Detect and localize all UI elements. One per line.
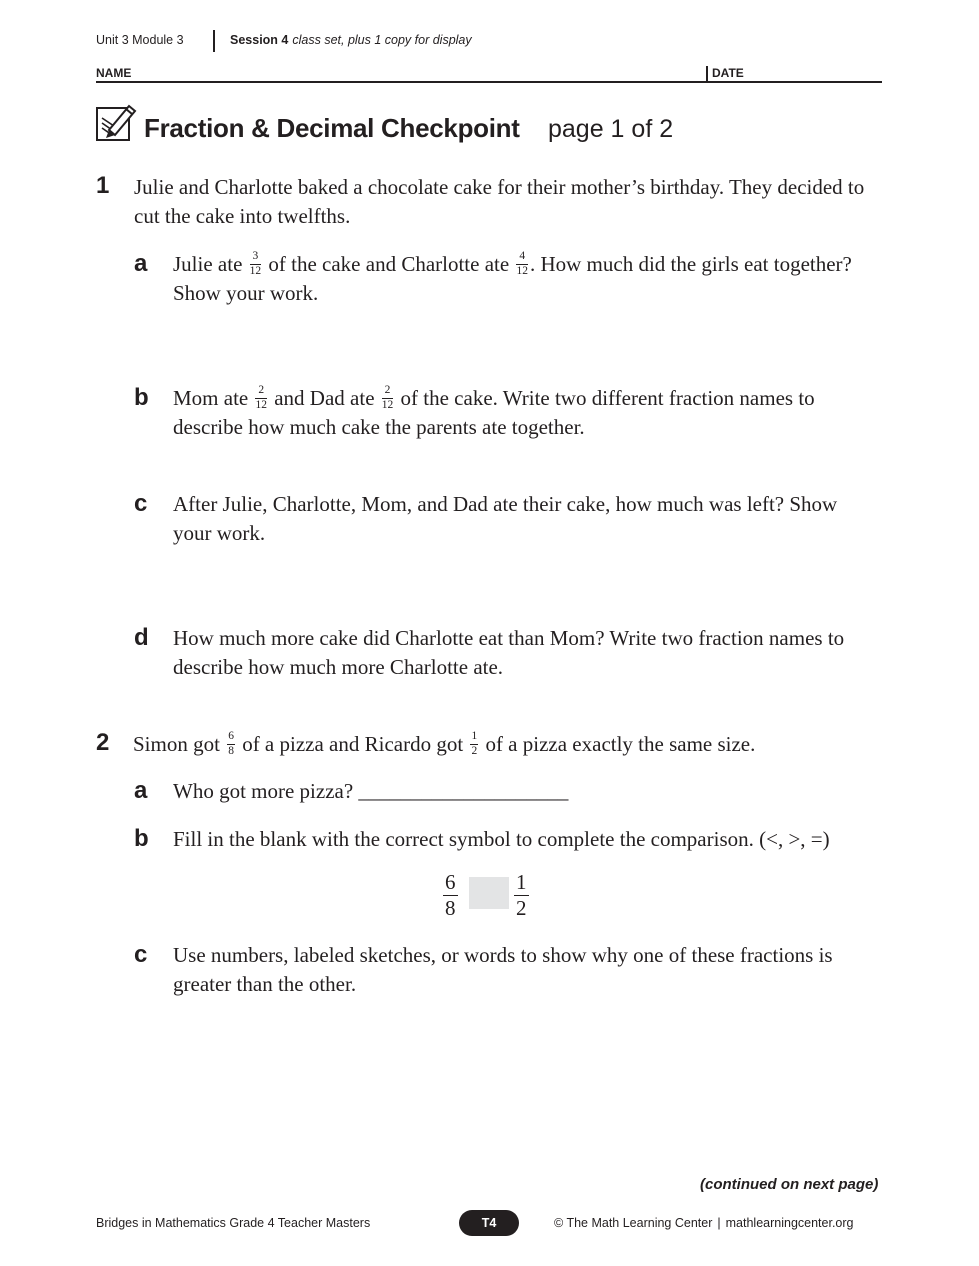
numerator: 1 bbox=[516, 870, 527, 894]
name-date-line bbox=[96, 81, 882, 83]
comparison-left-fraction bbox=[443, 872, 458, 919]
fraction-6-8 bbox=[227, 731, 235, 757]
question-1b-letter: b bbox=[134, 384, 149, 411]
unit-module-label: Unit 3 Module 3 bbox=[96, 33, 184, 47]
numerator: 6 bbox=[445, 870, 456, 894]
question-1b-text bbox=[173, 384, 873, 442]
numerator: 1 bbox=[470, 731, 478, 745]
question-2a-text: Who got more pizza? ____________________ bbox=[173, 779, 569, 803]
question-2a-letter: a bbox=[134, 777, 148, 804]
question-1c-text: After Julie, Charlotte, Mom, and Dad ate their cake, how much was left? Show your work. bbox=[173, 492, 838, 545]
comparison-symbol-blank[interactable] bbox=[469, 877, 509, 909]
numerator: 2 bbox=[382, 385, 394, 399]
header-divider bbox=[213, 30, 215, 52]
q2-text-3: of a pizza exactly the same size. bbox=[485, 732, 756, 756]
fraction-2-12-dad bbox=[382, 385, 394, 411]
q1a-text-3: . How much did the girls eat together? Show your work. bbox=[173, 252, 852, 306]
question-1d-text: How much more cake did Charlotte eat than Mom? Write two fraction names to describe how much more Charlotte ate. bbox=[173, 626, 845, 679]
question-2-stem bbox=[133, 730, 893, 759]
question-2c-text: Use numbers, labeled sketches, or words to show why one of these fractions is greater than the other. bbox=[173, 943, 833, 996]
denominator: 2 bbox=[471, 744, 478, 757]
denominator: 12 bbox=[381, 398, 394, 411]
question-2b-letter: b bbox=[134, 825, 149, 852]
fraction-2-12-mom bbox=[255, 385, 267, 411]
question-2b-text: Fill in the blank with the correct symbol to complete the comparison. (<, >, =) bbox=[173, 827, 830, 851]
q1b-text-2: and Dad ate bbox=[274, 386, 375, 410]
fraction-1-2 bbox=[470, 731, 478, 757]
session-note: class set, plus 1 copy for display bbox=[292, 33, 472, 47]
q1a-text-2: of the cake and Charlotte ate bbox=[268, 252, 510, 276]
denominator: 12 bbox=[249, 264, 262, 277]
continued-note: (continued on next page) bbox=[700, 1176, 879, 1193]
numerator: 3 bbox=[250, 251, 262, 265]
session-info bbox=[230, 33, 472, 47]
footer-copyright bbox=[554, 1216, 853, 1230]
date-label: DATE bbox=[712, 66, 744, 80]
q1b-text-3: of the cake. Write two different fraction names to describe how much cake the parents ate together. bbox=[173, 386, 815, 440]
question-1a-letter: a bbox=[134, 250, 148, 277]
q1a-text-1: Julie ate bbox=[173, 252, 243, 276]
question-2c-letter: c bbox=[134, 941, 148, 968]
comparison-right-fraction bbox=[514, 872, 529, 919]
footer-separator: | bbox=[717, 1216, 721, 1230]
footer-publication: Bridges in Mathematics Grade 4 Teacher Masters bbox=[96, 1216, 371, 1230]
denominator: 8 bbox=[445, 896, 456, 920]
copyright-text: © The Math Learning Center bbox=[554, 1216, 713, 1230]
denominator: 8 bbox=[228, 744, 234, 757]
denominator: 12 bbox=[516, 264, 528, 277]
numerator: 2 bbox=[255, 385, 267, 399]
denominator: 2 bbox=[516, 896, 527, 920]
denominator: 12 bbox=[255, 398, 267, 411]
q2-text-2: of a pizza and Ricardo got bbox=[242, 732, 464, 756]
session-label: Session 4 bbox=[230, 33, 289, 47]
question-1-stem: Julie and Charlotte baked a chocolate cake for their mother’s birthday. They decided to cut the cake into twelfths. bbox=[134, 175, 865, 228]
question-1-number: 1 bbox=[96, 172, 110, 199]
question-1c-letter: c bbox=[134, 490, 148, 517]
worksheet-pencil-icon bbox=[95, 100, 137, 142]
q2-text-1: Simon got bbox=[133, 732, 220, 756]
website-text: mathlearningcenter.org bbox=[725, 1216, 854, 1230]
fraction-3-12 bbox=[250, 251, 262, 277]
fraction-4-12 bbox=[516, 251, 528, 277]
q1b-text-1: Mom ate bbox=[173, 386, 249, 410]
date-divider bbox=[706, 66, 708, 81]
numerator: 4 bbox=[516, 251, 528, 265]
page-indicator: page 1 of 2 bbox=[548, 115, 674, 143]
page-title: Fraction & Decimal Checkpoint bbox=[144, 113, 520, 143]
question-1d-letter: d bbox=[134, 624, 149, 651]
question-2-number: 2 bbox=[96, 729, 110, 756]
numerator: 6 bbox=[227, 731, 235, 745]
name-label: NAME bbox=[96, 66, 132, 80]
page-number-badge: T4 bbox=[459, 1210, 519, 1236]
question-1a-text bbox=[173, 250, 873, 308]
